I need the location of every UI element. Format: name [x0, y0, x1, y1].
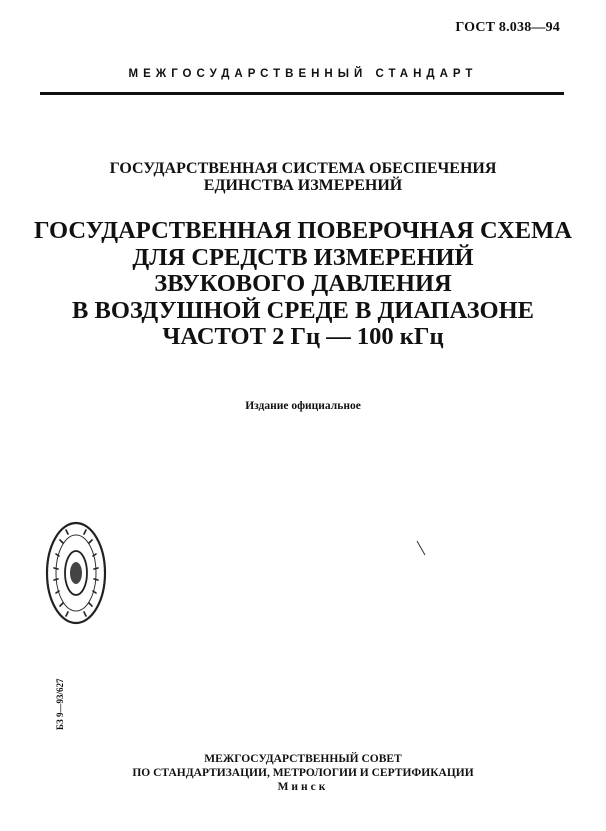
header-rule [40, 92, 564, 95]
gost-number: ГОСТ 8.038—94 [455, 20, 560, 35]
main-title-line: ГОСУДАРСТВЕННАЯ ПОВЕРОЧНАЯ СХЕМА [34, 217, 572, 244]
fund-seal-stamp [44, 520, 108, 626]
main-title [0, 218, 606, 351]
standard-type: МЕЖГОСУДАРСТВЕННЫЙ СТАНДАРТ [128, 68, 478, 80]
system-title-line: ЕДИНСТВА ИЗМЕРЕНИЙ [203, 177, 403, 194]
main-title-line: ДЛЯ СРЕДСТВ ИЗМЕРЕНИЙ [132, 243, 474, 271]
main-title-line: ЗВУКОВОГО ДАВЛЕНИЯ [154, 270, 452, 297]
scan-artifact-mark [416, 540, 426, 556]
publisher-line: МЕЖГОСУДАРСТВЕННЫЙ СОВЕТ [204, 753, 402, 765]
edition-label: Издание официальное [245, 400, 361, 412]
system-title-line: ГОСУДАРСТВЕННАЯ СИСТЕМА ОБЕСПЕЧЕНИЯ [109, 160, 497, 177]
system-title [0, 160, 606, 194]
registry-code: БЗ 9—93/627 [55, 678, 65, 730]
main-title-line: В ВОЗДУШНОЙ СРЕДЕ В ДИАПАЗОНЕ [72, 296, 534, 324]
publisher-city: Минск [277, 781, 329, 793]
publisher-block [0, 752, 606, 794]
publisher-line: ПО СТАНДАРТИЗАЦИИ, МЕТРОЛОГИИ И СЕРТИФИКАЦИИ [132, 767, 474, 779]
main-title-line: ЧАСТОТ 2 Гц — 100 кГц [162, 323, 444, 350]
